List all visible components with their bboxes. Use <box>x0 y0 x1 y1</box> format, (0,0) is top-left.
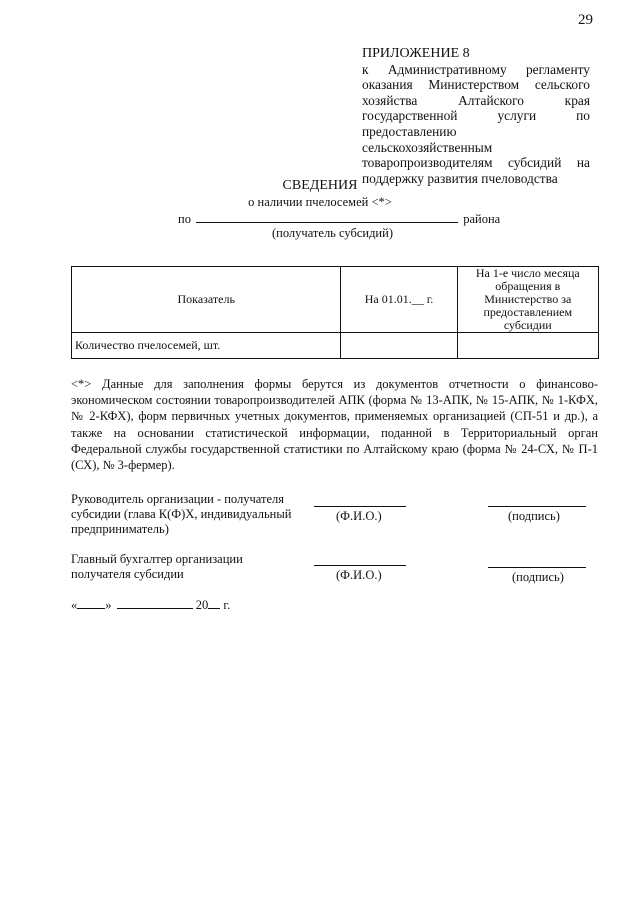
district-suffix: района <box>463 212 501 226</box>
header-jan-first: На 01.01.__ г. <box>341 267 457 333</box>
date-line <box>71 596 230 613</box>
page-number: 29 <box>578 12 593 28</box>
district-line <box>178 210 500 227</box>
cell-jan-first[interactable] <box>341 333 457 359</box>
date-year-blank[interactable] <box>208 596 220 609</box>
date-year-prefix: 20 <box>195 598 209 612</box>
signature-sign-caption-accountant: (подпись) <box>512 570 564 584</box>
signature-sign-line-head[interactable] <box>488 506 586 507</box>
date-open-quote: « <box>71 598 78 612</box>
date-close-quote: » <box>105 598 112 612</box>
signature-name-line-accountant[interactable] <box>314 565 406 566</box>
form-subtitle: о наличии пчелосемей <*> <box>248 195 392 209</box>
header-application-month: На 1-е число месяца обращения в Министерство за предоставлением субсидии <box>457 267 598 333</box>
appendix-block <box>362 46 590 186</box>
district-blank[interactable] <box>196 210 458 223</box>
cell-application-month[interactable] <box>457 333 598 359</box>
date-day-blank[interactable] <box>77 596 105 609</box>
signature-sign-caption-head: (подпись) <box>508 509 560 523</box>
table-header-row <box>72 267 599 333</box>
signature-name-line-head[interactable] <box>314 506 406 507</box>
signature-name-caption-accountant: (Ф.И.О.) <box>336 568 382 582</box>
form-title: СВЕДЕНИЯ <box>282 178 358 193</box>
table-row <box>72 333 599 359</box>
appendix-title: ПРИЛОЖЕНИЕ 8 <box>362 46 470 61</box>
footnote: <*> Данные для заполнения формы берутся из документов отчетности о финансово-экономическом состоянии товаропроизводителей АПК (форма № 13-АПК, № 15-АПК, № 1-КФХ, № 2-КФХ), форм первичных учетных документов, применяемых организацией (СП-51 и др.), а также на основании статистической информации, поданной в Территориальный орган Федеральной службы государственной статистики по Алтайскому краю (форма № 24-СХ, № П-1 (СХ), № 3-фермер). <box>71 377 598 473</box>
header-indicator: Показатель <box>72 267 341 333</box>
bee-colonies-table <box>71 266 599 359</box>
district-prefix: по <box>178 212 191 226</box>
signature-role-head: Руководитель организации - получателя субсидии (глава К(Ф)Х, индивидуальный предприниматель) <box>71 492 292 536</box>
signature-role-accountant: Главный бухгалтер организации получателя субсидии <box>71 552 243 581</box>
recipient-caption: (получатель субсидий) <box>272 226 393 240</box>
appendix-body: к Административному регламенту оказания Министерством сельского хозяйства Алтайского края государственной услуги по предоставлению сельскохозяйственным товаропроизводителям субсидий на поддержку развития пчеловодства <box>362 61 590 186</box>
signature-name-caption-head: (Ф.И.О.) <box>336 509 382 523</box>
signature-sign-line-accountant[interactable] <box>488 567 586 568</box>
cell-indicator: Количество пчелосемей, шт. <box>72 333 341 359</box>
date-year-suffix: г. <box>223 598 231 612</box>
date-month-blank[interactable] <box>117 596 193 609</box>
